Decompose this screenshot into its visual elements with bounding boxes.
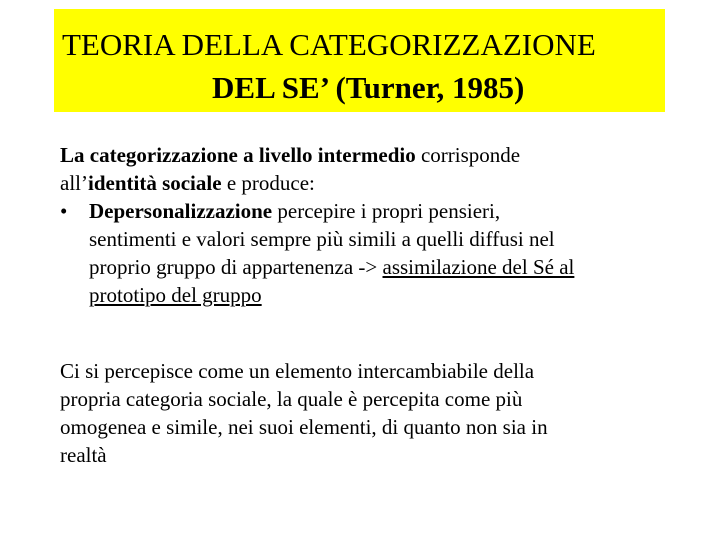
bullet-icon: •	[60, 199, 68, 223]
paragraph-line-1: Ci si percepisce come un elemento intercambiabile della	[60, 359, 535, 383]
bullet-line-4	[60, 281, 665, 309]
intro-text: corrisponde	[415, 143, 521, 167]
intro-term-2: identità sociale	[87, 171, 222, 195]
bullet-line-2: sentimenti e valori sempre più simili a quelli diffusi nel	[89, 227, 555, 251]
title-box	[54, 9, 665, 112]
bullet-text-3: proprio gruppo di appartenenza ->	[89, 255, 383, 279]
intro-term: La categorizzazione a livello intermedio	[60, 143, 416, 167]
slide-title-line-1: TEORIA DELLA CATEGORIZZAZIONE	[62, 27, 596, 62]
slide-body	[60, 141, 665, 469]
intro-line-1	[60, 141, 665, 169]
intro-text-2: e produce:	[221, 171, 315, 195]
intro-line-2	[60, 169, 665, 197]
paragraph-line-2: propria categoria sociale, la quale è percepita come più	[60, 387, 523, 411]
bullet-text-1: percepire i propri pensieri,	[272, 199, 501, 223]
paragraph-line-4: realtà	[60, 443, 107, 467]
bullet-line-3	[60, 253, 665, 281]
intro-prefix: all’	[60, 171, 88, 195]
bullet-underlined-2: prototipo del gruppo	[89, 283, 262, 307]
paragraph-line-3: omogenea e simile, nei suoi elementi, di quanto non sia in	[60, 415, 548, 439]
bullet-term: Depersonalizzazione	[89, 199, 273, 223]
slide-title-line-2: DEL SE’ (Turner, 1985)	[212, 70, 525, 105]
spacer	[60, 309, 665, 357]
bullet-underlined-1: assimilazione del Sé al	[382, 255, 575, 279]
bullet-line-1	[60, 197, 665, 225]
bullet-item	[60, 197, 665, 309]
